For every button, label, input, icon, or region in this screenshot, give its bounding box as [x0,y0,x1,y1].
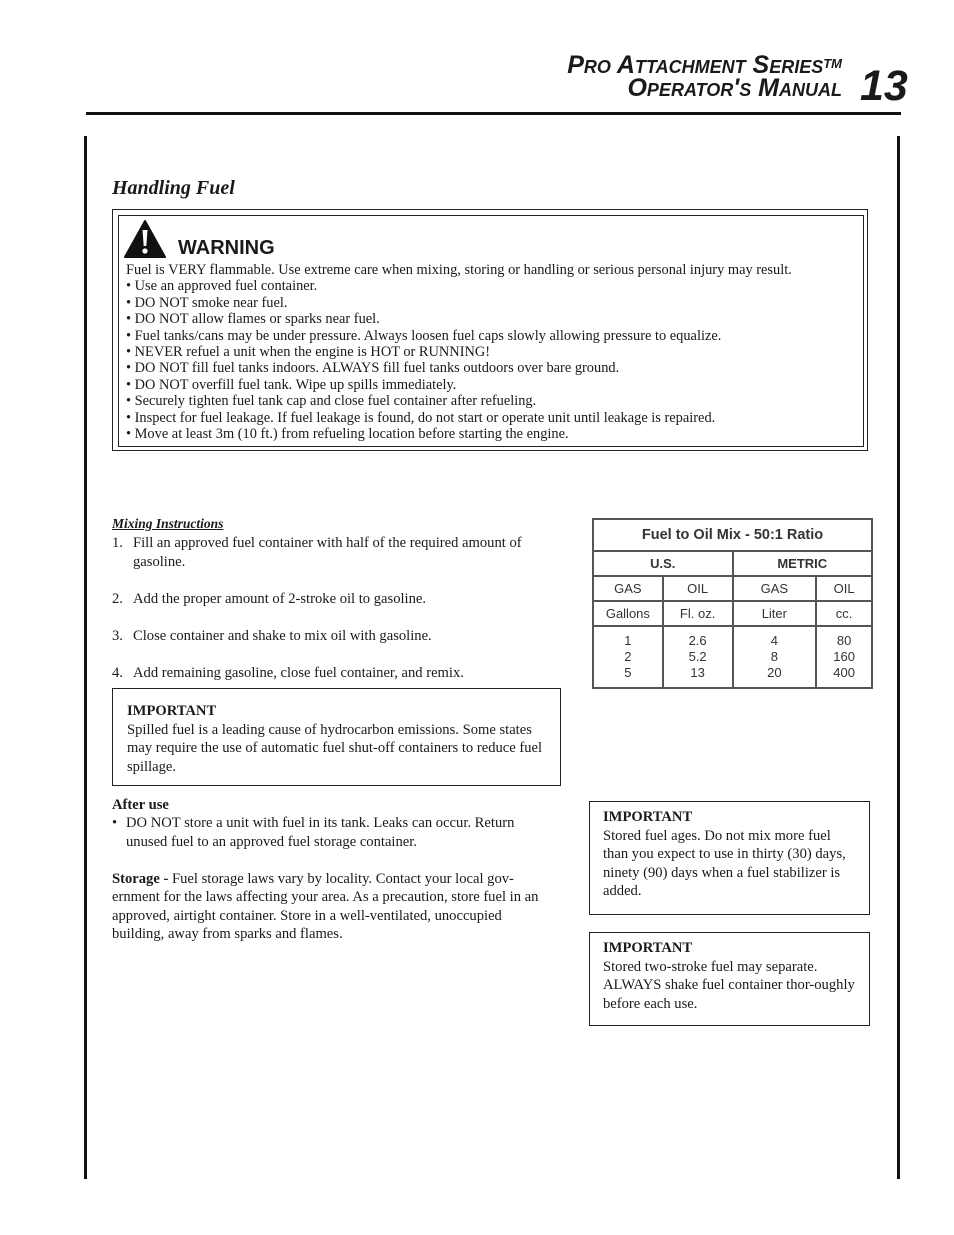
important-box-fuel-age [589,801,870,915]
table-group-metric: METRIC [733,551,873,576]
table-cell: 13 [690,665,705,680]
right-margin-line [897,136,900,1179]
step-number: 3. [112,627,123,644]
list-item: • DO NOT overfill fuel tank. Wipe up spills immediately. [126,377,861,393]
table-cell: 400 [833,665,855,680]
warning-list [126,278,861,442]
table-cell: 5.2 [688,649,707,664]
important-title: IMPORTANT [603,940,693,956]
trademark: TM [823,56,842,71]
table-cell: 160 [833,649,855,664]
storage-paragraph [112,870,557,944]
step-number: 2. [112,590,123,607]
important-text: Stored fuel ages. Do not mix more fuel than you expect to use in thirty (30) days, ninety (90) days when a fuel stabilizer is added. [603,827,846,899]
metric-gas-values [733,626,817,688]
table-cell: 2 [624,649,632,664]
storage-label: Storage - [112,870,169,887]
step-number: 4. [112,664,123,681]
list-item: • Use an approved fuel container. [126,278,861,294]
list-item: • DO NOT allow flames or sparks near fuel. [126,311,861,327]
section-title: Handling Fuel [112,177,235,199]
unit-header: Fl. oz. [663,601,733,626]
column-header: OIL [816,576,872,601]
header-rule [86,112,901,115]
fuel-oil-mix-table [592,518,873,689]
warning-text [126,262,861,442]
us-oil-values [663,626,733,688]
list-item [112,590,560,609]
table-cell: 8 [770,649,778,664]
important-text: Stored two-stroke fuel may separate. ALWAYS shake fuel container thor-oughly before each use. [603,958,855,1012]
table-cell: 5 [624,665,632,680]
list-item: • NEVER refuel a unit when the engine is HOT or RUNNING! [126,344,861,360]
list-item: • Move at least 3m (10 ft.) from refueling location before starting the engine. [126,426,861,442]
unit-header: cc. [816,601,872,626]
table-cell: 4 [770,633,778,648]
storage-text: Fuel storage laws vary by locality. Contact your local gov-ernment for the laws affecting your area. As a precaution, store fuel in an approved, airtight container. Store in a well-ventilated, unoccupied building, away from sparks and flames. [112,870,539,942]
unit-header: Gallons [593,601,663,626]
step-text: Fill an approved fuel container with half of the required amount of gasoline. [133,535,522,570]
table-cell: 2.6 [688,633,707,648]
after-use-section [112,814,557,944]
list-item: • DO NOT fill fuel tanks indoors. ALWAYS fill fuel tanks outdoors over bare ground. [126,360,861,376]
manual-name: Operator's Manual [627,74,842,102]
unit-header: Liter [733,601,817,626]
mixing-steps [112,534,560,701]
left-margin-line [84,136,87,1179]
list-item: • Inspect for fuel leakage. If fuel leakage is found, do not start or operate unit until leakage is repaired. [126,410,861,426]
table-group-us: U.S. [593,551,733,576]
warning-intro: Fuel is VERY flammable. Use extreme care when mixing, storing or handling or serious personal injury may result. [126,262,792,278]
important-text: Spilled fuel is a leading cause of hydrocarbon emissions. Some states may require the use of automatic fuel shut-off containers to reduce fuel spillage. [127,721,543,775]
step-text: Close container and shake to mix oil with gasoline. [133,627,432,644]
step-text: Add remaining gasoline, close fuel container, and remix. [133,664,464,681]
list-item: • Fuel tanks/cans may be under pressure. Always loosen fuel caps slowly allowing pressure to equalize. [126,328,861,344]
important-box-separation [589,932,870,1026]
manual-title [567,51,842,102]
table-cell: 20 [767,665,782,680]
after-use-bullet: • DO NOT store a unit with fuel in its tank. Leaks can occur. Return unused fuel to an approved fuel storage container. [112,814,557,851]
series-name: Pro Attachment Series [567,51,824,79]
after-use-heading: After use [112,797,169,813]
metric-oil-values [816,626,872,688]
step-number: 1. [112,535,123,551]
warning-label: WARNING [178,237,275,259]
warning-triangle-icon [123,219,167,259]
list-item: • DO NOT smoke near fuel. [126,295,861,311]
list-item: • Securely tighten fuel tank cap and close fuel container after refueling. [126,393,861,409]
column-header: OIL [663,576,733,601]
table-cell: 80 [836,633,852,648]
column-header: GAS [733,576,817,601]
page-number: 13 [860,62,908,110]
us-gas-values [593,626,663,688]
important-box-emissions [112,688,561,786]
step-text: Add the proper amount of 2-stroke oil to gasoline. [133,590,427,607]
list-item [112,534,560,571]
list-item [112,627,560,646]
list-item [112,664,560,683]
column-header: GAS [593,576,663,601]
table-cell: 1 [624,633,632,648]
table-title: Fuel to Oil Mix - 50:1 Ratio [593,519,872,551]
important-title: IMPORTANT [603,809,693,825]
mixing-heading: Mixing Instructions [112,516,224,531]
important-title: IMPORTANT [127,703,217,719]
